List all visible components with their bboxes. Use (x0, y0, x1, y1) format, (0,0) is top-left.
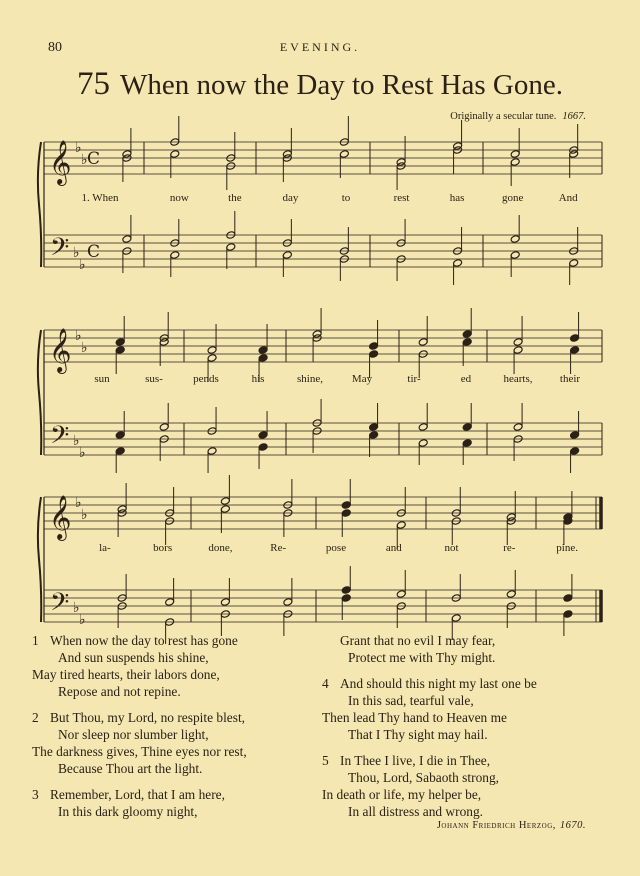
flat-sign-icon: ♭ (79, 257, 86, 273)
note-head (258, 431, 268, 440)
stanza-line-text: In Thee I live, I die in Thee, (340, 753, 491, 768)
note-head (570, 346, 580, 355)
lyric-syllable: his (251, 373, 265, 385)
music-staff-pair-2 (36, 318, 610, 468)
lyric-syllable: pine. (556, 542, 578, 554)
music-system-2 (36, 318, 610, 468)
lyric-syllable: done, (208, 542, 233, 554)
note-head (418, 423, 428, 432)
stanza-number: 3 (32, 787, 39, 802)
lyric-syllable: has (449, 192, 465, 204)
music-staff-pair-3 (36, 485, 610, 635)
flat-sign-icon: ♭ (79, 445, 86, 461)
author-name: Johann Friedrich Herzog, (436, 820, 556, 831)
running-head: EVENING. (279, 40, 361, 54)
lyric-syllable: ed (460, 373, 472, 385)
flat-sign-icon: ♭ (81, 340, 88, 356)
stanza-line: In death or life, my helper be, (322, 787, 482, 802)
attribution (437, 820, 586, 831)
stanza-line-text: But Thou, my Lord, no respite blest, (50, 710, 246, 725)
hymn-title (0, 66, 640, 103)
note-head (453, 259, 463, 268)
lyric-syllable: now (169, 192, 189, 204)
stanza-line: That I Thy sight may hail. (348, 727, 488, 742)
note-head (462, 439, 472, 448)
stanza-line (322, 632, 622, 649)
system-brace (38, 497, 41, 622)
stanza-line: Because Thou art the light. (58, 761, 203, 776)
lyric-syllable: And (558, 192, 578, 204)
stanza (322, 632, 622, 666)
stanza-line: The darkness gives, Thine eyes nor rest, (32, 744, 247, 759)
lyric-syllable: bors (153, 542, 173, 554)
note-head (283, 598, 293, 607)
note-head (258, 443, 268, 452)
lyric-syllable: the (228, 192, 242, 204)
note-head (513, 338, 523, 347)
verse-column-right (322, 632, 622, 829)
stanza-line: And sun suspends his shine, (58, 650, 209, 665)
note-head (570, 431, 580, 440)
note-head (510, 158, 520, 167)
note-head (115, 338, 125, 347)
stanza-line: In this dark gloomy night, (58, 804, 198, 819)
music-system-3 (36, 485, 610, 635)
flat-sign-icon: ♭ (75, 495, 82, 511)
note-head (207, 354, 217, 363)
note-head (513, 423, 523, 432)
stanza-line: Nor sleep nor slumber light, (58, 727, 209, 742)
note-head (226, 243, 236, 252)
stanza-line-text: And should this night my last one be (340, 676, 537, 691)
lyric-syllable: day (282, 192, 299, 204)
note-head (165, 598, 175, 607)
note-head (170, 150, 180, 159)
stanza (32, 709, 322, 777)
note-head (563, 610, 573, 619)
stanza-number: 5 (322, 753, 329, 768)
note-head (341, 509, 351, 518)
lyric-syllable: May (351, 373, 373, 385)
note-head (462, 423, 472, 432)
note-head (462, 338, 472, 347)
note-head (513, 346, 523, 355)
note-head (563, 594, 573, 603)
tune-year: 1667. (562, 111, 586, 122)
flat-sign-icon: ♭ (73, 245, 80, 261)
stanza-line (32, 709, 322, 726)
stanza-number: 2 (32, 710, 39, 725)
lyric-row-2 (36, 373, 610, 389)
stanza (32, 786, 322, 820)
note-head (341, 594, 351, 603)
common-time-icon: C (87, 242, 101, 262)
lyric-syllable: not (444, 542, 459, 554)
treble-clef-icon: 𝄞 (49, 140, 72, 184)
note-head (369, 350, 379, 359)
lyric-syllable: pends (193, 373, 219, 385)
note-head (341, 586, 351, 595)
note-head (506, 590, 516, 599)
note-head (122, 235, 132, 244)
lyric-syllable: to (341, 192, 351, 204)
note-head (418, 439, 428, 448)
lyric-syllable: la- (99, 542, 111, 554)
flat-sign-icon: ♭ (81, 507, 88, 523)
note-head (510, 235, 520, 244)
lyric-syllable: shine, (297, 373, 323, 385)
note-head (570, 334, 580, 343)
flat-sign-icon: ♭ (73, 600, 80, 616)
stanza-line-text: When now the day to rest has gone (50, 633, 238, 648)
verse-column-left (32, 632, 322, 829)
music-system-1 (36, 130, 610, 280)
note-head (369, 431, 379, 440)
note-head (396, 521, 406, 530)
flat-sign-icon: ♭ (75, 328, 82, 344)
stanza-line: Protect me with Thy might. (348, 650, 496, 665)
note-head (115, 431, 125, 440)
note-head (339, 150, 349, 159)
stanza-line: Then lead Thy hand to Heaven me (322, 710, 507, 725)
author-year: 1670. (559, 820, 586, 831)
note-head (258, 354, 268, 363)
note-head (159, 423, 169, 432)
note-head (510, 150, 520, 159)
note-head (369, 423, 379, 432)
note-head (115, 346, 125, 355)
note-head (115, 447, 125, 456)
stanza-line: In this sad, tearful vale, (348, 693, 474, 708)
note-head (396, 590, 406, 599)
stanza-line (322, 675, 622, 692)
flat-sign-icon: ♭ (73, 433, 80, 449)
flat-sign-icon: ♭ (75, 140, 82, 156)
stanza-line: Repose and not repine. (58, 684, 181, 699)
lyric-row-1 (36, 192, 610, 208)
lyric-syllable: rest (393, 192, 410, 204)
note-head (462, 330, 472, 339)
stanza (32, 632, 322, 700)
lyric-syllable: gone (501, 192, 524, 204)
lyric-syllable: hearts, (503, 373, 533, 385)
hymn-title-text: When now the Day to Rest Has Gone. (120, 69, 563, 101)
page-header (0, 36, 640, 56)
note-head (220, 497, 230, 506)
lyric-syllable: Re- (270, 542, 287, 554)
stanza-line: Thou, Lord, Sabaoth strong, (348, 770, 499, 785)
note-head (170, 251, 180, 260)
stanza (322, 752, 622, 820)
flat-sign-icon: ♭ (79, 612, 86, 628)
hymn-number: 75 (77, 66, 111, 102)
lyric-syllable: pose (325, 542, 347, 554)
stanza-number: 1 (32, 633, 39, 648)
stanza-line (32, 632, 322, 649)
stanza (322, 675, 622, 743)
lyric-syllable: tir- (407, 373, 421, 385)
note-head (369, 342, 379, 351)
note-head (282, 251, 292, 260)
note-head (418, 338, 428, 347)
note-head (341, 501, 351, 510)
tune-note (450, 111, 586, 122)
tune-note-text: Originally a secular tune. (450, 111, 557, 122)
bass-clef-icon: 𝄢 (50, 421, 70, 456)
stanza-line: In all distress and wrong. (348, 804, 483, 819)
stanza-line (32, 786, 322, 803)
note-head (258, 346, 268, 355)
page-number: 80 (48, 40, 62, 55)
lyric-syllable: their (559, 373, 581, 385)
note-head (570, 447, 580, 456)
lyric-syllable: sun (94, 373, 110, 385)
common-time-icon: C (87, 149, 101, 169)
lyric-row-3 (36, 542, 610, 558)
note-head (207, 447, 217, 456)
note-head (510, 251, 520, 260)
bass-clef-icon: 𝄢 (50, 588, 70, 623)
flat-sign-icon: ♭ (81, 152, 88, 168)
note-head (569, 259, 579, 268)
lyric-syllable: and (385, 542, 402, 554)
note-head (220, 598, 230, 607)
bass-clef-icon: 𝄢 (50, 233, 70, 268)
stanza-line: May tired hearts, their labors done, (32, 667, 220, 682)
lyric-syllable: re- (503, 542, 516, 554)
treble-clef-icon: 𝄞 (49, 495, 72, 539)
stanza-line-text: Remember, Lord, that I am here, (50, 787, 225, 802)
lyric-syllable: sus- (145, 373, 163, 385)
stanza-number: 4 (322, 676, 329, 691)
treble-clef-icon: 𝄞 (49, 328, 72, 372)
system-brace (38, 330, 41, 455)
lyric-syllable: 1. When (81, 192, 119, 204)
note-head (207, 346, 217, 355)
stanza-line-text: Grant that no evil I may fear, (340, 633, 496, 648)
note-head (451, 614, 461, 623)
stanza-line (322, 752, 622, 769)
note-head (220, 505, 230, 514)
